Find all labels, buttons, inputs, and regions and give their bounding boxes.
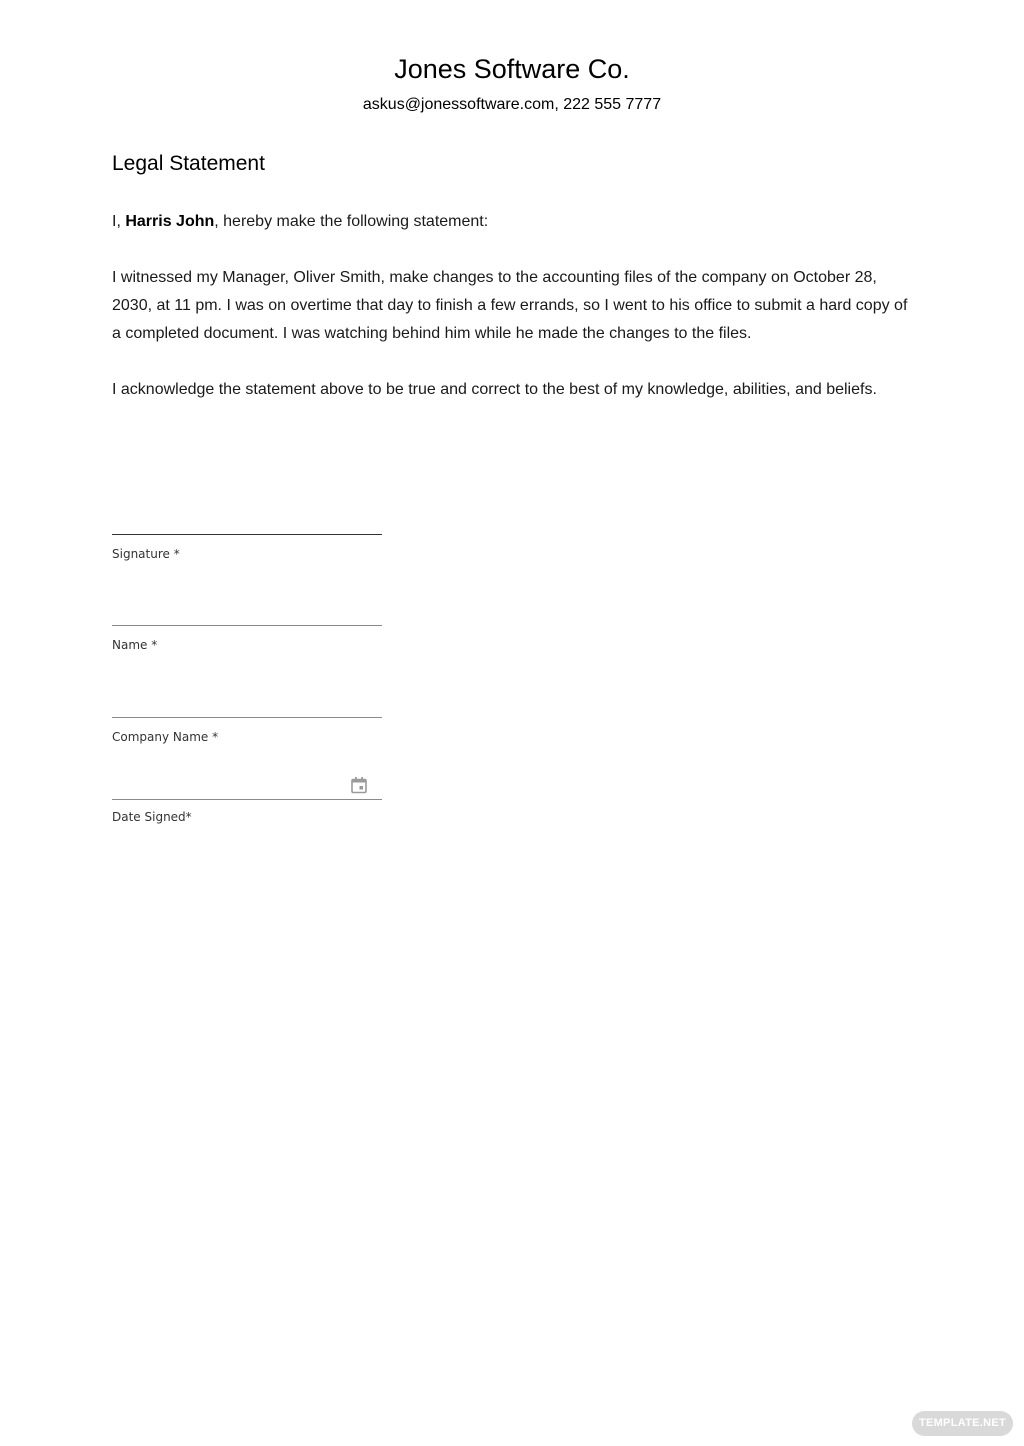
- company-name-label: Company Name *: [112, 730, 219, 744]
- intro-suffix: , hereby make the following statement:: [214, 213, 489, 230]
- document-title: Legal Statement: [112, 152, 265, 175]
- intro-prefix: I,: [112, 213, 126, 230]
- acknowledgement-paragraph: I acknowledge the statement above to be true and correct to the best of my knowledge, abilities, and beliefs.: [112, 381, 877, 398]
- watermark-badge: TEMPLATE.NET: [912, 1411, 1013, 1436]
- name-label: Name *: [112, 638, 158, 652]
- date-signed-label: Date Signed*: [112, 810, 192, 824]
- company-name: Jones Software Co.: [394, 54, 630, 84]
- signature-label: Signature *: [112, 547, 180, 561]
- date-signed-field[interactable]: [112, 799, 382, 800]
- calendar-icon[interactable]: [350, 776, 368, 794]
- statement-paragraph: I witnessed my Manager, Oliver Smith, make changes to the accounting files of the company on October 28, 2030, at 11 pm. I was on overtime that day to finish a few errands, so I went to his office to submit a hard copy of a completed document. I was watching behind him while he made the changes to the files.: [112, 269, 908, 342]
- signature-field[interactable]: [112, 534, 382, 535]
- company-contact: askus@jonessoftware.com, 222 555 7777: [362, 96, 662, 113]
- intro-paragraph: [112, 208, 912, 236]
- company-name-field[interactable]: [112, 717, 382, 718]
- declarant-name: Harris John: [125, 213, 215, 230]
- name-field[interactable]: [112, 625, 382, 626]
